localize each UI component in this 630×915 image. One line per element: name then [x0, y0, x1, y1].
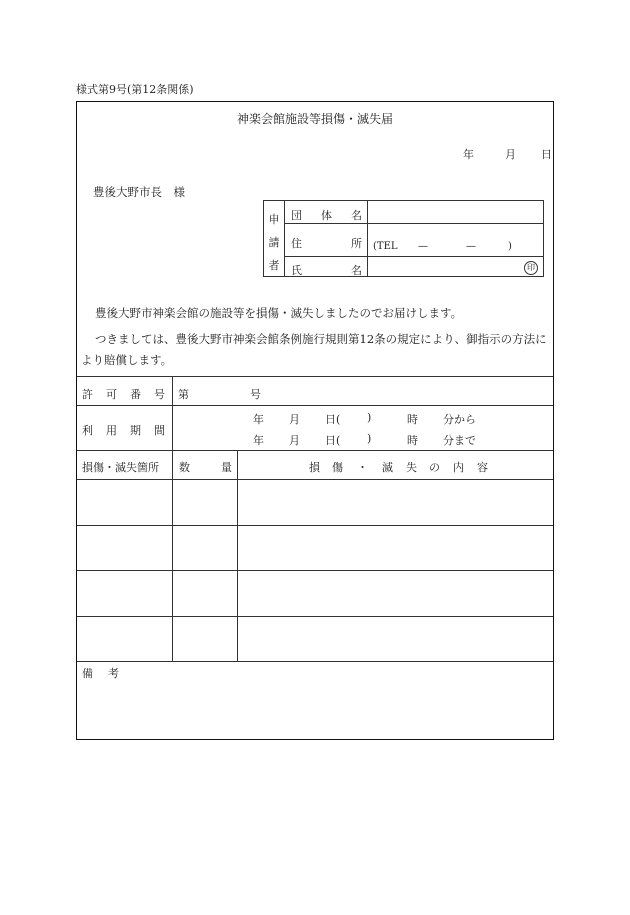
from-minute: 分から — [443, 413, 476, 426]
applicant-label — [268, 208, 280, 277]
form-title: 神楽会館施設等損傷・滅失届 — [236, 112, 393, 126]
applicant-char-3: 者 — [268, 259, 280, 272]
remarks-char-2: 考 — [108, 667, 119, 680]
from-hour: 時 — [407, 413, 418, 426]
form-frame — [76, 101, 554, 740]
period-char-3: 期 — [130, 424, 141, 437]
quantity-char-1: 数 — [179, 461, 190, 474]
body-line-1: 豊後大野市神楽会館の施設等を損傷・滅失しましたのでお届けします。 — [95, 306, 463, 320]
tel-prefix: (TEL — [373, 241, 398, 252]
content-char-4: 滅 — [382, 461, 393, 474]
content-char-1: 損 — [309, 461, 320, 474]
tel-dash-1: — — [418, 241, 428, 252]
from-day: 日( — [325, 413, 341, 426]
quantity-char-2: 量 — [221, 461, 232, 474]
form-number: 様式第9号(第12条関係) — [76, 83, 194, 96]
content-char-2: 傷 — [332, 461, 343, 474]
to-year: 年 — [253, 434, 264, 447]
content-char-5: 失 — [406, 461, 417, 474]
name-char-2: 名 — [351, 264, 362, 277]
permit-char-4: 号 — [154, 388, 165, 401]
period-char-1: 利 — [82, 424, 93, 437]
permit-char-1: 許 — [82, 388, 93, 401]
org-name-char-1: 団 — [291, 209, 302, 222]
seal-mark: 印 — [524, 261, 538, 275]
to-hour: 時 — [407, 434, 418, 447]
date-month: 月 — [505, 148, 516, 161]
tel-dash-2: — — [466, 241, 476, 252]
name-char-1: 氏 — [291, 264, 302, 277]
address-char-1: 住 — [291, 237, 302, 250]
permit-prefix: 第 — [178, 388, 189, 401]
body-line-3: より賠償します。 — [81, 353, 173, 367]
applicant-char-1: 申 — [268, 213, 280, 226]
permit-char-2: 可 — [106, 388, 117, 401]
from-weekday-close: ) — [367, 411, 372, 424]
org-name-char-2: 体 — [321, 209, 332, 222]
date-day: 日 — [541, 148, 552, 161]
applicant-char-2: 請 — [268, 236, 280, 249]
permit-char-3: 番 — [130, 388, 141, 401]
period-char-4: 間 — [154, 424, 165, 437]
date-year: 年 — [463, 148, 474, 161]
to-day: 日( — [325, 434, 341, 447]
col-location-header: 損傷・滅失箇所 — [82, 461, 159, 474]
to-minute: 分まで — [443, 434, 476, 447]
content-char-3: ・ — [357, 461, 368, 474]
remarks-char-1: 備 — [82, 667, 93, 680]
org-name-char-3: 名 — [351, 209, 362, 222]
content-char-7: 内 — [453, 461, 464, 474]
from-month: 月 — [289, 413, 300, 426]
address-char-2: 所 — [351, 237, 362, 250]
to-weekday-close: ) — [367, 432, 372, 445]
to-month: 月 — [289, 434, 300, 447]
content-char-8: 容 — [477, 461, 488, 474]
from-year: 年 — [253, 413, 264, 426]
body-line-2: つきましては、豊後大野市神楽会館条例施行規則第12条の規定により、御指示の方法に — [95, 332, 547, 346]
content-char-6: の — [429, 461, 440, 474]
permit-suffix: 号 — [250, 388, 261, 401]
period-char-2: 用 — [106, 424, 117, 437]
tel-suffix: ) — [508, 241, 512, 252]
applicant-box — [263, 200, 544, 277]
addressee: 豊後大野市長 様 — [93, 185, 185, 199]
